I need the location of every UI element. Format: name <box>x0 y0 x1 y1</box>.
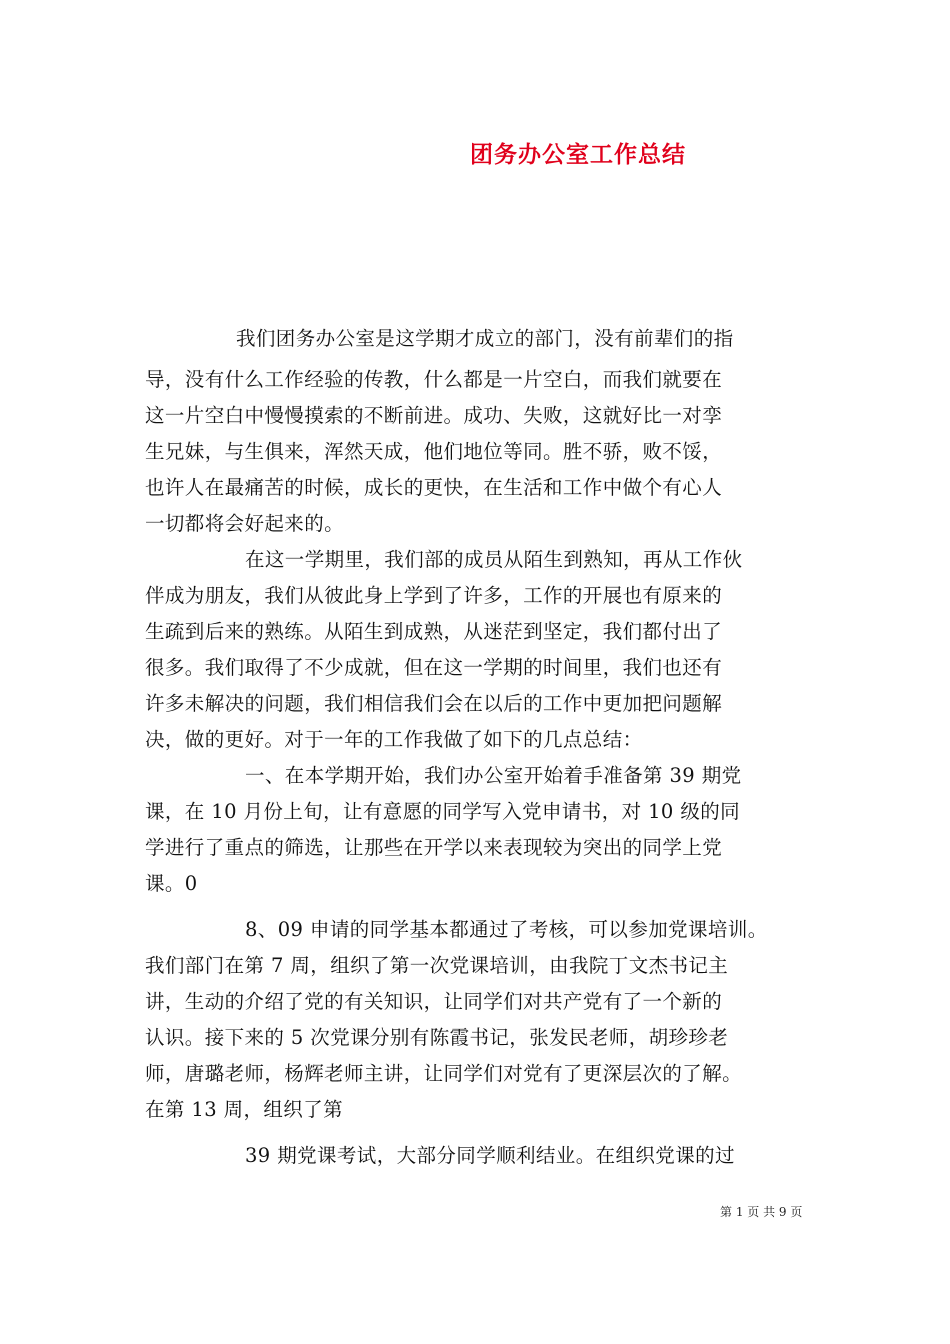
paragraph-line: 讲，生动的介绍了党的有关知识，让同学们对共产党有了一个新的 <box>145 990 723 1013</box>
paragraph-line: 我们团务办公室是这学期才成立的部门，没有前辈们的指 <box>236 327 734 350</box>
paragraph-line: 39 期党课考试，大部分同学顺利结业。在组织党课的过 <box>245 1144 735 1167</box>
paragraph-line: 一切都将会好起来的。 <box>145 512 345 535</box>
paragraph-line: 生疏到后来的熟练。从陌生到成熟，从迷茫到坚定，我们都付出了 <box>145 620 723 643</box>
paragraph-line: 课，在 10 月份上旬，让有意愿的同学写入党申请书，对 10 级的同 <box>145 800 741 823</box>
paragraph-line: 也许人在最痛苦的时候，成长的更快，在生活和工作中做个有心人 <box>145 476 723 499</box>
paragraph-line: 学进行了重点的筛选，让那些在开学以来表现较为突出的同学上党 <box>145 836 723 859</box>
paragraph-line: 在第 13 周，组织了第 <box>145 1098 344 1121</box>
paragraph-line: 决，做的更好。对于一年的工作我做了如下的几点总结： <box>145 728 643 751</box>
paragraph-line: 在这一学期里，我们部的成员从陌生到熟知，再从工作伙 <box>245 548 743 571</box>
paragraph-line: 课。0 <box>145 872 198 895</box>
paragraph-line: 师，唐璐老师，杨辉老师主讲，让同学们对党有了更深层次的了解。 <box>145 1062 743 1085</box>
paragraph-line: 认识。接下来的 5 次党课分别有陈霞书记，张发民老师，胡珍珍老 <box>145 1026 729 1049</box>
paragraph-line: 生兄妹，与生俱来，浑然天成，他们地位等同。胜不骄，败不馁， <box>145 440 723 463</box>
page-number-footer: 第 1 页 共 9 页 <box>720 1205 803 1219</box>
document-title: 团务办公室工作总结 <box>470 141 686 168</box>
paragraph-line: 这一片空白中慢慢摸索的不断前进。成功、失败，这就好比一对孪 <box>145 404 723 427</box>
paragraph-line: 导，没有什么工作经验的传教，什么都是一片空白，而我们就要在 <box>145 368 723 391</box>
paragraph-line: 一、在本学期开始，我们办公室开始着手准备第 39 期党 <box>245 764 742 787</box>
paragraph-line: 伴成为朋友，我们从彼此身上学到了许多，工作的开展也有原来的 <box>145 584 723 607</box>
paragraph-line: 很多。我们取得了不少成就，但在这一学期的时间里，我们也还有 <box>145 656 723 679</box>
paragraph-line: 许多未解决的问题，我们相信我们会在以后的工作中更加把问题解 <box>145 692 723 715</box>
paragraph-line: 我们部门在第 7 周，组织了第一次党课培训，由我院丁文杰书记主 <box>145 954 729 977</box>
paragraph-line: 8、09 申请的同学基本都通过了考核，可以参加党课培训。 <box>245 918 768 941</box>
